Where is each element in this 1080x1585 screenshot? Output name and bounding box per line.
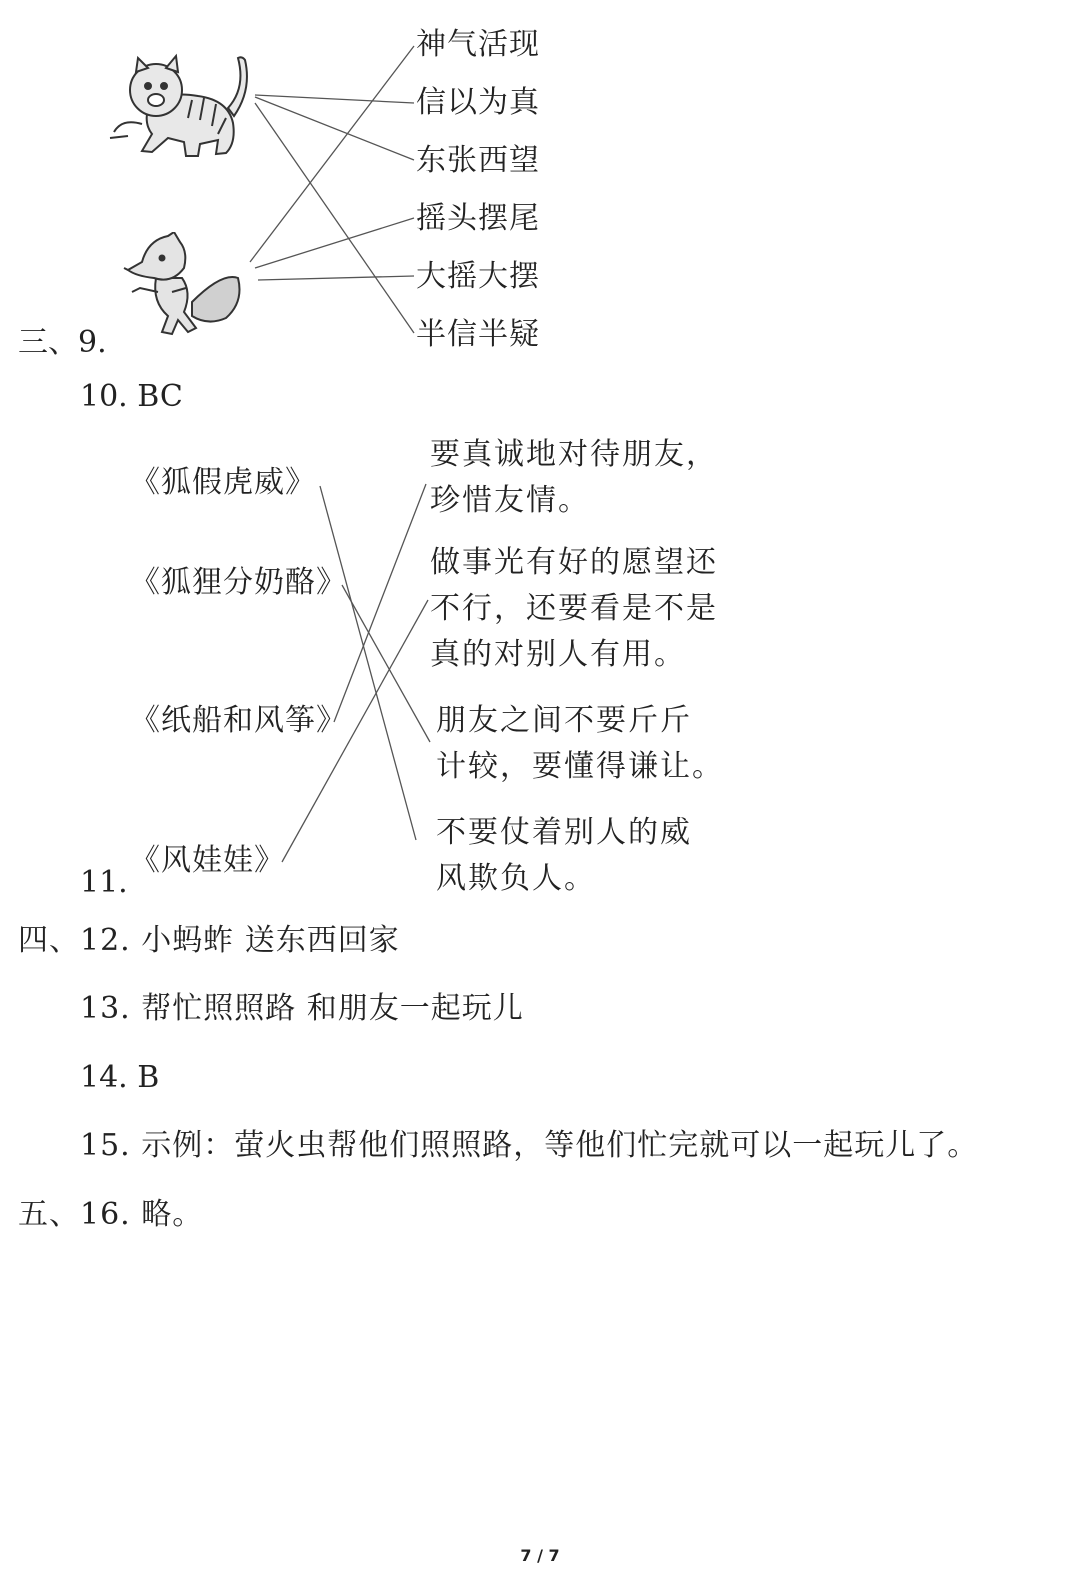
moral-line: 不行，还要看是不是 [430,591,718,626]
moral-line: 风欺负人。 [436,861,596,896]
match-line [342,585,430,742]
moral-line: 真的对别人有用。 [430,637,686,672]
match-line [258,276,414,280]
match-line [255,95,414,103]
story-title: 《狐假虎威》 [130,465,316,500]
story-title: 《狐狸分奶酪》 [130,565,347,600]
idiom-item: 东张西望 [416,143,540,178]
match-line [250,46,414,262]
page-number: 7 / 7 [520,1546,560,1565]
idiom-item: 大摇大摆 [416,259,540,294]
story-title: 《纸船和风筝》 [130,703,347,738]
match-line [255,103,414,333]
moral-line: 不要仗着别人的威 [436,815,692,850]
q12-answer: 四、12. 小蚂蚱 送东西回家 [18,923,400,958]
q14-answer: 14. B [80,1060,160,1095]
moral-line: 计较，要懂得谦让。 [436,749,724,784]
moral-line: 朋友之间不要斤斤 [436,703,692,738]
idiom-item: 信以为真 [416,85,540,120]
q9-label: 三、9. [18,325,107,360]
q13-answer: 13. 帮忙照照路 和朋友一起玩儿 [80,991,524,1026]
match-line [282,600,428,862]
idiom-item: 神气活现 [416,27,540,62]
idiom-item: 半信半疑 [416,317,540,352]
q16-answer: 五、16. 略。 [18,1197,204,1232]
moral-line: 珍惜友情。 [430,483,590,518]
q10-answer: 10. BC [80,379,183,414]
q15-answer: 15. 示例：萤火虫帮他们照照路，等他们忙完就可以一起玩儿了。 [80,1128,979,1163]
match-line [320,486,416,840]
story-title: 《风娃娃》 [130,843,285,878]
idiom-item: 摇头摆尾 [416,201,540,236]
moral-line: 要真诚地对待朋友， [430,437,718,472]
moral-line: 做事光有好的愿望还 [430,545,718,580]
match-line [255,218,414,268]
q11-label: 11. [80,865,128,900]
